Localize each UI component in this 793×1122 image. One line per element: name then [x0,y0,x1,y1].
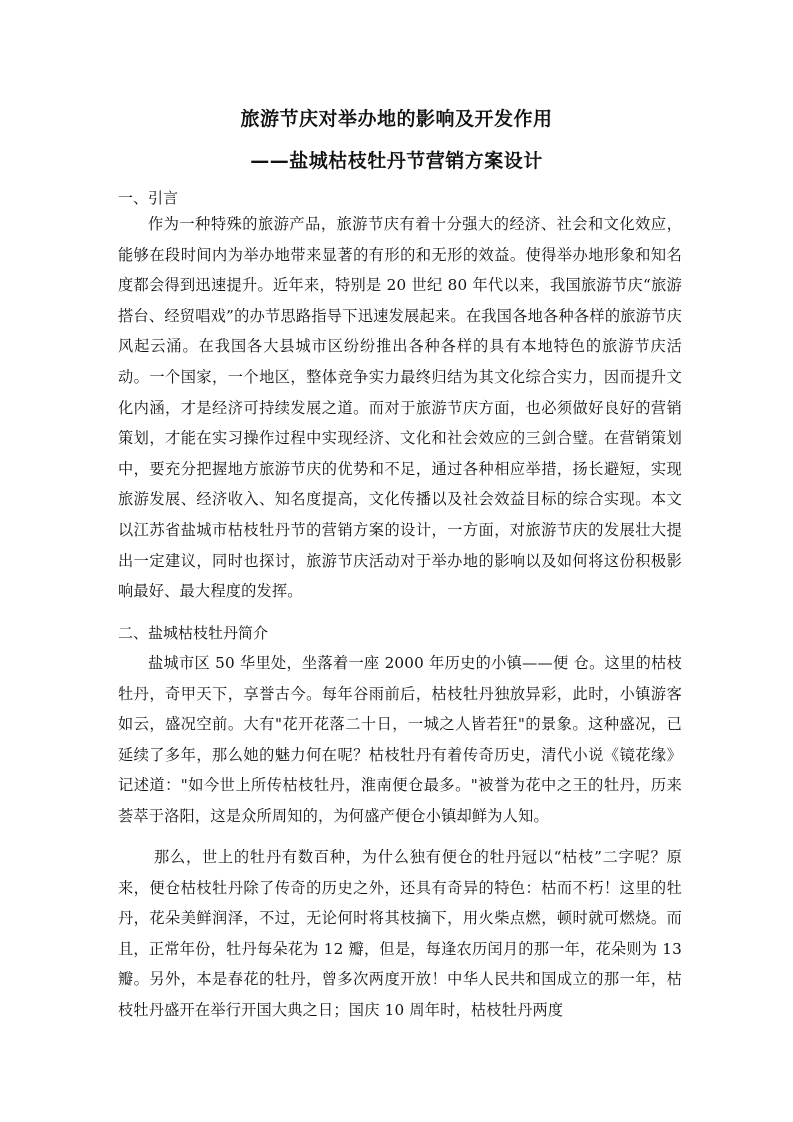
paragraph-introduction: 作为一种特殊的旅游产品，旅游节庆有着十分强大的经济、社会和文化效应，能够在段时间内为举办地带来显著的有形的和无形的效益。使得举办地形象和知名度都会得到迅速提升。近年来，特别是 20 世纪 80 年代以来，我国旅游节庆“旅游搭台、经贸唱戏”的办节思路指导下迅速发展起来。在我国各地各种各样的旅游节庆风起云涌。在我国各大县城市区纷纷推出各种各样的具有本地特色的旅游节庆活动。一个国家，一个地区，整体竞争实力最终归结为其文化综合实力，因而提升文化内涵，才是经济可持续发展之道。而对于旅游节庆方面，也必须做好良好的营销策划，才能在实习操作过程中实现经济、文化和社会效应的三剑合璧。在营销策划中，要充分把握地方旅游节庆的优势和不足，通过各种相应举措，扬长避短，实现旅游发展、经济收入、知名度提高，文化传播以及社会效益目标的综合实现。本文以江苏省盐城市枯枝牡丹节的营销方案的设计，一方面，对旅游节庆的发展壮大提出一定建议，同时也探讨，旅游节庆活动对于举办地的影响以及如何将这份积极影响最好、最大程度的发挥。 [118,215,682,601]
section-heading-introduction: 一、引言 [118,189,179,207]
paragraph-peony-history: 盐城市区 50 华里处，坐落着一座 2000 年历史的小镇——便 仓。这里的枯枝牡丹，奇甲天下，享誉古今。每年谷雨前后，枯枝牡丹独放异彩，此时，小镇游客如云，盛况空前。大有"花开花落二十日，一城之人皆若狂"的景象。这种盛况，已延续了多年，那么她的魅力何在呢？枯枝牡丹有着传奇历史，清代小说《镜花缘》记述道："如今世上所传枯枝牡丹，淮南便仓最多。"被誉为花中之王的牡丹，历来荟萃于洛阳，这是众所周知的，为何盛产便仓小镇却鲜为人知。 [118,654,682,825]
section-heading-peony-overview: 二、盐城枯枝牡丹简介 [118,624,269,642]
document-title: 旅游节庆对举办地的影响及开发作用 [240,108,553,130]
paragraph-peony-features: 那么，世上的牡丹有数百种，为什么独有便仓的牡丹冠以“枯枝”二字呢？原来，便仓枯枝牡丹除了传奇的历史之外，还具有奇异的特色：枯而不朽！这里的牡丹，花朵美鲜润泽，不过，无论何时将其枝摘下，用火柴点燃，顿时就可燃烧。而且，正常年份，牡丹每朵花为 12 瓣，但是，每逢农历闰月的那一年，花朵则为 13 瓣。另外，本是春花的牡丹，曾多次两度开放！中华人民共和国成立的那一年，枯枝牡丹盛开在举行开国大典之日；国庆 10 周年时，枯枝牡丹两度 [118,848,682,1019]
document-subtitle: ——盐城枯枝牡丹节营销方案设计 [250,150,543,172]
